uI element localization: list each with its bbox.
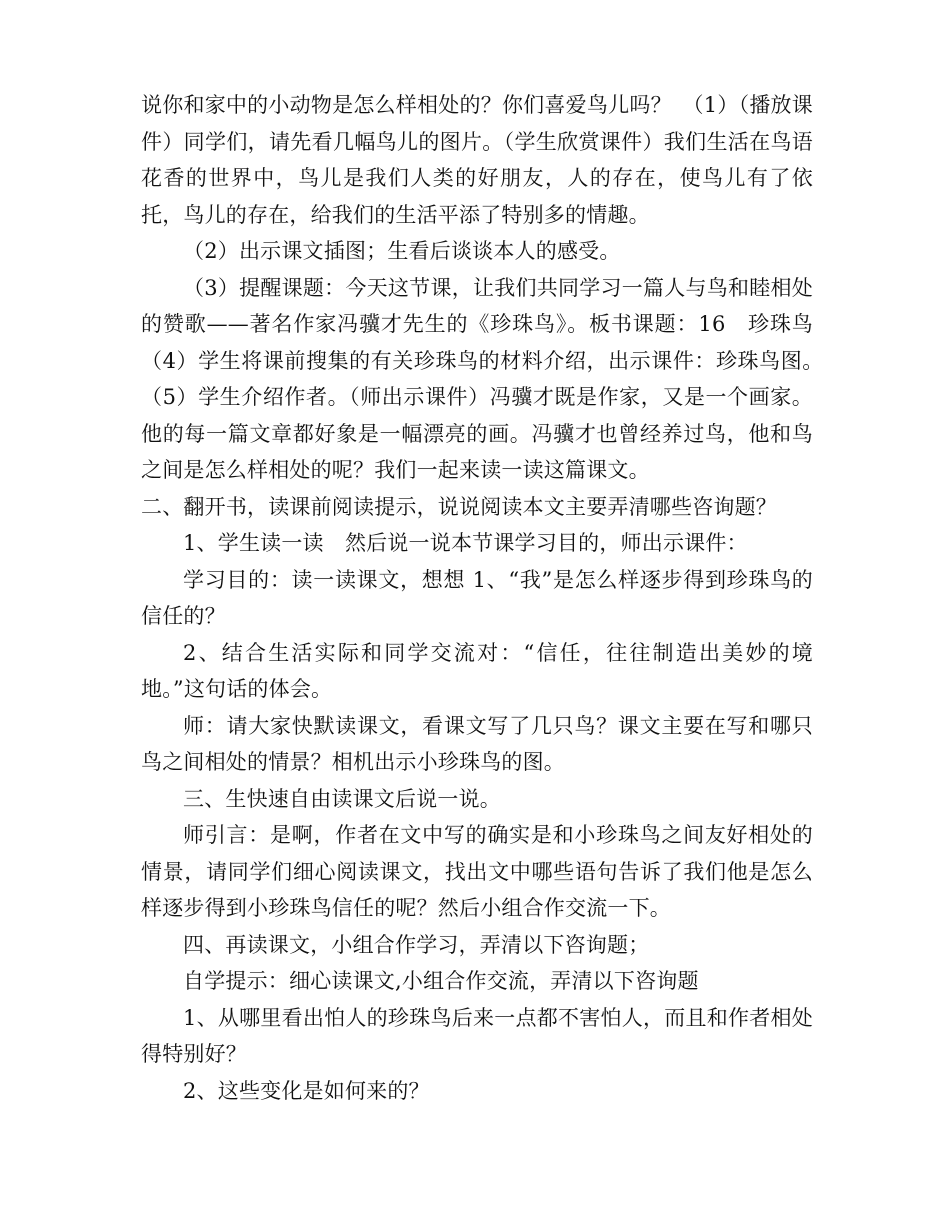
paragraph-8: 师：请大家快默读课文，看课文写了几只鸟？课文主要在写和哪只鸟之间相处的情景？相机出示小珍珠鸟的图。 xyxy=(141,713,813,774)
paragraph-7: 2、结合生活实际和同学交流对：“信任，往往制造出美妙的境地。”这句话的体会。 xyxy=(141,640,813,701)
paragraph-13: 1、从哪里看出怕人的珍珠鸟后来一点都不害怕人，而且和作者相处得特别好？ xyxy=(141,1005,813,1066)
paragraph-5: 1、学生读一读 然后说一说本节课学习目的，师出示课件： xyxy=(183,531,748,555)
paragraph-14: 2、这些变化是如何来的？ xyxy=(183,1078,430,1103)
paragraph-2: （2）出示课文插图；生看后谈谈本人的感受。 xyxy=(183,239,621,263)
paragraph-6: 学习目的：读一读课文，想想 1、“我”是怎么样逐步得到珍珠鸟的信任的？ xyxy=(141,567,813,628)
document-body xyxy=(141,87,835,1109)
paragraph-12: 自学提示：细心读课文,小组合作交流，弄清以下咨询题 xyxy=(183,969,699,993)
paragraph-3: （3）提醒课题：今天这节课，让我们共同学习一篇人与鸟和睦相处的赞歌——著名作家冯骥才先生的《珍珠鸟》。板书课题：16 珍珠鸟 （4）学生将课前搜集的有关珍珠鸟的材料介绍，出示课件：珍珠鸟图。 （5）学生介绍作者。（师出示课件）冯骥才既是作家，又是一个画家。他的每一篇文章都好象是一幅漂亮的画。冯骥才也曾经养过鸟，他和鸟之间是怎么样相处的呢？我们一起来读一读这篇课文。 xyxy=(141,275,835,482)
paragraph-9: 三、生快速自由读课文后说一说。 xyxy=(183,786,501,811)
paragraph-1: 说你和家中的小动物是怎么样相处的？你们喜爱鸟儿吗？ （1）（播放课件）同学们，请先看几幅鸟儿的图片。（学生欣赏课件）我们生活在鸟语花香的世界中，鸟儿是我们人类的好朋友，人的存在，使鸟儿有了依托，鸟儿的存在，给我们的生活平添了特别多的情趣。 xyxy=(141,93,813,227)
paragraph-10: 师引言：是啊，作者在文中写的确实是和小珍珠鸟之间友好相处的情景，请同学们细心阅读课文，找出文中哪些语句告诉了我们他是怎么样逐步得到小珍珠鸟信任的呢？然后小组合作交流一下。 xyxy=(141,823,813,920)
paragraph-4: 二、翻开书，读课前阅读提示，说说阅读本文主要弄清哪些咨询题？ xyxy=(141,494,777,519)
paragraph-11: 四、再读课文，小组合作学习，弄清以下咨询题； xyxy=(183,932,650,957)
